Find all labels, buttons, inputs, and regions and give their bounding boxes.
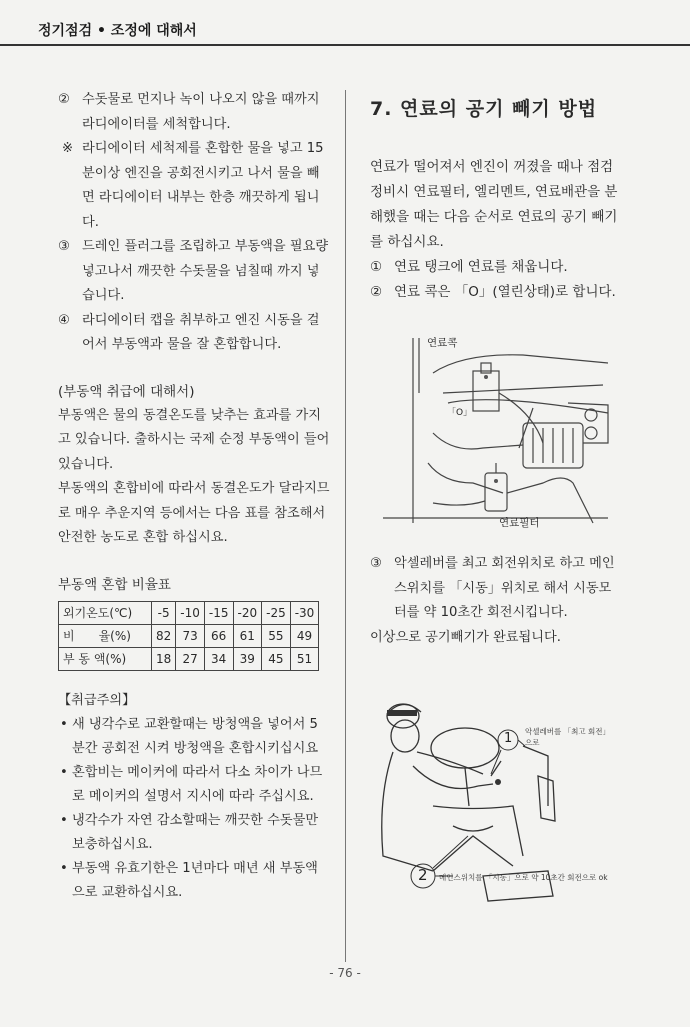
row-label: 비 율(%) [59, 624, 152, 647]
radiator-step-2 [58, 88, 330, 137]
switch-handwritten-note: 메인스위치를 「시동」으로 약 10초간 회전으로 ok [439, 873, 608, 882]
row-label: 외기온도(℃) [59, 601, 152, 624]
caution-bullet: • 냉각수가 자연 감소할때는 깨끗한 수돗물만 보충하십시요. [58, 809, 330, 857]
radiator-step-3 [58, 235, 330, 309]
bullet-dot: • [60, 812, 68, 828]
step-text: 악셀레버를 최고 회전위치로 하고 메인 스위치를 「시동」위치로 해서 시동모터를 약 10초간 회전시킵니다. [394, 556, 615, 620]
table-cell: 66 [204, 624, 233, 647]
table-cell: -5 [152, 601, 176, 624]
step-text: 드레인 플러그를 조립하고 부동액을 필요량 넣고나서 깨끗한 수돗물을 넘칠때 까지 넣습니다. [82, 239, 329, 303]
fuel-step-2 [370, 280, 622, 305]
conclusion-text: 이상으로 공기빼기가 완료됩니다. [370, 629, 561, 645]
table-cell: -25 [262, 601, 291, 624]
table-cell: 49 [290, 624, 319, 647]
step-number: ② [370, 283, 383, 300]
bullet-dot: • [60, 764, 68, 780]
table-cell: 18 [152, 647, 176, 670]
marker-1: 1 [504, 731, 513, 746]
table-cell: 27 [176, 647, 205, 670]
table-cell: -15 [204, 601, 233, 624]
left-column [58, 88, 330, 905]
fuel-step-1 [370, 255, 622, 280]
table-cell: 82 [152, 624, 176, 647]
lever-handwritten-note: 악셀레버를 「최고 회전」으로 [525, 727, 610, 747]
fuel-cock-label: 연료콕 [427, 337, 458, 349]
antifreeze-paragraph-1: 부동액은 물의 동결온도를 낮추는 효과를 가지고 있습니다. 출하시는 국제 순정 부동액이 들어 있습니다. [58, 407, 330, 472]
table-cell: 34 [204, 647, 233, 670]
antifreeze-paragraph-2: 부동액의 혼합비에 따라서 동결온도가 달라지므로 매우 추운지역 등에서는 다음 표를 참조해서 안전한 농도로 혼합 하십시요. [58, 481, 330, 545]
step-number: ② [58, 92, 70, 107]
table-row [59, 647, 319, 670]
page-header [0, 0, 690, 46]
mix-table-title: 부동액 혼합 비율표 [58, 576, 171, 593]
intro-paragraph: 연료가 떨어져서 엔진이 꺼졌을 때나 점검정비시 연료필터, 엘리멘트, 연료배관을 분해했을 때는 다음 순서로 연료의 공기 빼기를 하십시요. [370, 159, 618, 250]
note-text: 라디에이터 세척제를 혼합한 물을 넣고 15분이상 엔진을 공회전시키고 나서 물을 빼면 라디에이터 내부는 한층 깨끗하게 됩니다. [82, 141, 324, 230]
cleaning-note [58, 137, 330, 235]
caution-bullet: • 새 냉각수로 교환할때는 방청액을 넣어서 5분간 공회전 시켜 방청액을 혼합시키십시요 [58, 713, 330, 761]
step-text: 연료 탱크에 연료를 채웁니다. [394, 259, 568, 275]
right-column-lower [370, 552, 622, 650]
fuel-filter-label: 연료필터 [499, 517, 540, 529]
note-mark: ※ [62, 141, 74, 156]
marker-2: 2 [418, 866, 428, 884]
table-cell: 51 [290, 647, 319, 670]
table-cell: -10 [176, 601, 205, 624]
table-cell: -30 [290, 601, 319, 624]
step-text: 라디에이터 캡을 취부하고 엔진 시동을 걸어서 부동액과 물을 잘 혼합합니다. [82, 312, 320, 352]
table-row [59, 601, 319, 624]
antifreeze-heading: (부동액 취급에 대해서) [58, 383, 195, 400]
step-number: ③ [370, 556, 382, 571]
page-number: - 76 - [329, 966, 361, 980]
section-title: 7. 연료의 공기 빼기 방법 [370, 98, 598, 120]
column-divider [345, 90, 346, 962]
table-cell: 39 [233, 647, 262, 670]
step-number: ① [370, 259, 383, 275]
fuel-step-3 [370, 552, 622, 626]
table-cell: 61 [233, 624, 262, 647]
radiator-step-4 [58, 309, 330, 358]
header-title: 정기점검 • 조정에 대해서 [38, 23, 197, 39]
step-number: ④ [58, 312, 70, 328]
bullet-dot: • [60, 716, 68, 732]
antifreeze-mix-table [58, 601, 319, 671]
operator-illustration [373, 686, 613, 908]
bullet-dot: • [60, 860, 68, 876]
step-text: 연료 콕은 「O」(열린상태)로 합니다. [394, 283, 616, 300]
caution-bullet: • 혼합비는 메이커에 따라서 다소 차이가 나므로 메이커의 설명서 지시에 따라 주십시요. [58, 761, 330, 809]
step-text: 수돗물로 먼지나 녹이 나오지 않을 때까지 라디에이터를 세척합니다. [82, 92, 320, 132]
open-position-label: 「O」 [447, 408, 473, 418]
engine-drawing [373, 333, 613, 538]
fuel-system-illustration [373, 333, 613, 538]
right-column [370, 88, 622, 304]
table-cell: 45 [262, 647, 291, 670]
table-cell: 73 [176, 624, 205, 647]
table-row [59, 624, 319, 647]
table-cell: -20 [233, 601, 262, 624]
header-rule [0, 44, 690, 46]
caution-title: 【취급주의】 [58, 692, 136, 708]
caution-bullet: • 부동액 유효기한은 1년마다 매년 새 부동액으로 교환하십시요. [58, 857, 330, 905]
row-label: 부 동 액(%) [59, 647, 152, 670]
step-number: ③ [58, 239, 70, 254]
table-cell: 55 [262, 624, 291, 647]
